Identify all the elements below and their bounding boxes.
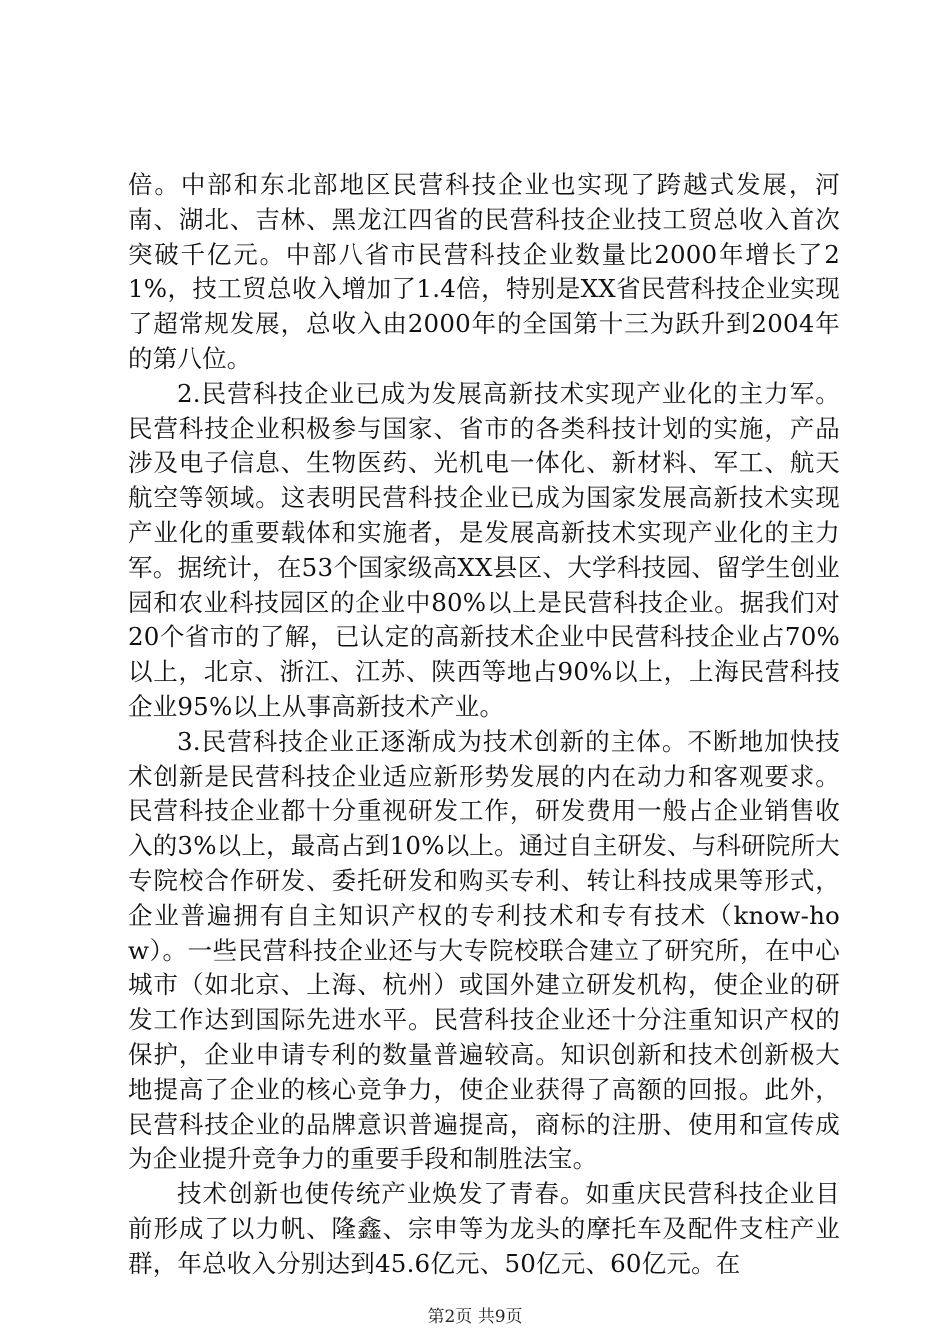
paragraph-point-3: 3.民营科技企业正逐渐成为技术创新的主体。不断地加快技术创新是民营科技企业适应新形势发展的内在动力和客观要求。民营科技企业都十分重视研发工作，研发费用一般占企业销售收入的3%以上，最高占到10%以上。通过自主研发、与科研院所大专院校合作研发、委托研发和购买专利、转让科技成果等形式，企业普遍拥有自主知识产权的专利技术和专有技术（know-how）。一些民营科技企业还与大专院校联合建立了研究所，在中心城市（如北京、上海、杭州）或国外建立研发机构，使企业的研发工作达到国际先进水平。民营科技企业还十分注重知识产权的保护，企业申请专利的数量普遍较高。知识创新和技术创新极大地提高了企业的核心竞争力，使企业获得了高额的回报。此外，民营科技企业的品牌意识普遍提高，商标的注册、使用和宣传成为企业提升竞争力的重要手段和制胜法宝。: [128, 726, 840, 1174]
paragraph-tech-innovation: 技术创新也使传统产业焕发了青春。如重庆民营科技企业目前形成了以力帆、隆鑫、宗申等为龙头的摩托车及配件支柱产业群，年总收入分别达到45.6亿元、50亿元、60亿元。在: [128, 1179, 840, 1278]
document-body: [128, 168, 840, 1282]
page-footer: 第2页 共9页: [427, 1307, 523, 1327]
paragraph-point-2: 2.民营科技企业已成为发展高新技术实现产业化的主力军。民营科技企业积极参与国家、省市的各类科技计划的实施，产品涉及电子信息、生物医药、光机电一体化、新材料、军工、航天航空等领域。这表明民营科技企业已成为国家发展高新技术实现产业化的重要载体和实施者，是发展高新技术实现产业化的主力军。据统计，在53个国家级高XX县区、大学科技园、留学生创业园和农业科技园区的企业中80%以上是民营科技企业。据我们对20个省市的了解，已认定的高新技术企业中民营科技企业占70%以上，北京、浙江、江苏、陕西等地占90%以上，上海民营科技企业95%以上从事高新技术产业。: [128, 378, 840, 721]
paragraph-continuation: 倍。中部和东北部地区民营科技企业也实现了跨越式发展，河南、湖北、吉林、黑龙江四省的民营科技企业技工贸总收入首次突破千亿元。中部八省市民营科技企业数量比2000年增长了21%，技工贸总收入增加了1.4倍，特别是XX省民营科技企业实现了超常规发展，总收入由2000年的全国第十三为跃升到2004年的第八位。: [128, 170, 840, 373]
